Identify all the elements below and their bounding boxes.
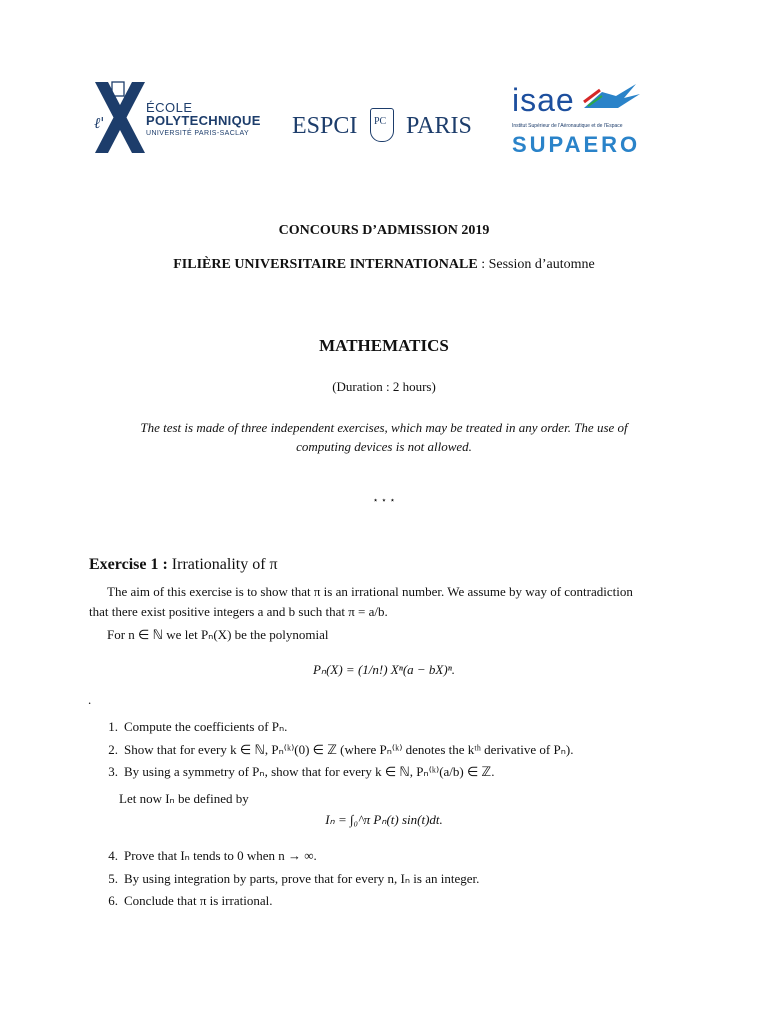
instructions-line1: The test is made of three independent exercises, which may be treated in any order. The use of bbox=[140, 420, 628, 435]
question-1: 1. Compute the coefficients of Pₙ. bbox=[108, 719, 288, 734]
subject-title: MATHEMATICS bbox=[319, 336, 449, 355]
instructions-line2: computing devices is not allowed. bbox=[296, 439, 472, 454]
logo-polytechnique bbox=[90, 80, 260, 155]
integral-formula: Iₙ = ∫₀^π Pₙ(t) sin(t)dt. bbox=[325, 812, 443, 827]
poly-intro: For n ∈ ℕ we let Pₙ(X) be the polynomial bbox=[107, 627, 329, 642]
espci-monogram: PC bbox=[374, 116, 387, 127]
integral-intro: Let now Iₙ be defined by bbox=[119, 791, 249, 806]
espci-right-text: PARIS bbox=[406, 113, 472, 139]
isae-top-text: isae bbox=[512, 82, 575, 118]
question-2: 2. Show that for every k ∈ ℕ, Pₙ⁽ᵏ⁾(0) ∈ ℤ (where Pₙ⁽ᵏ⁾ denotes the kᵗʰ derivative of Pₙ). bbox=[108, 741, 574, 757]
x-logo-line1: ÉCOLE bbox=[146, 100, 193, 115]
logo-espci bbox=[292, 108, 482, 148]
intro-line2: that there exist positive integers a and b such that π = a/b. bbox=[89, 604, 388, 619]
question-4: 4. Prove that Iₙ tends to 0 when n → ∞. bbox=[108, 848, 317, 863]
x-monogram: ℓ' bbox=[94, 114, 105, 132]
question-5: 5. By using integration by parts, prove that for every n, Iₙ is an integer. bbox=[108, 870, 480, 886]
filiere-line bbox=[0, 257, 768, 273]
question-list-2 bbox=[100, 845, 479, 913]
exercise-heading bbox=[89, 556, 278, 574]
exercise-title: Irrationality of π bbox=[167, 556, 278, 573]
logo-isae bbox=[512, 82, 641, 157]
duration: (Duration : 2 hours) bbox=[332, 379, 436, 394]
poly-formula: Pₙ(X) = (1/n!) Xⁿ(a − bX)ⁿ. bbox=[312, 662, 456, 677]
espci-left-text: ESPCI bbox=[292, 113, 358, 139]
intro-line1: The aim of this exercise is to show that π is an irrational number. We assume by way of contradiction bbox=[107, 584, 633, 599]
x-logo-line2: POLYTECHNIQUE bbox=[146, 113, 261, 128]
question-3: 3. By using a symmetry of Pₙ, show that for every k ∈ ℕ, Pₙ⁽ᵏ⁾(a/b) ∈ ℤ. bbox=[108, 764, 495, 779]
x-logo-line3: UNIVERSITÉ PARIS-SACLAY bbox=[146, 130, 250, 137]
separator-stars: ⋆ ⋆ ⋆ bbox=[372, 496, 396, 506]
bird-icon bbox=[582, 82, 642, 116]
exercise-label: Exercise 1 : bbox=[89, 556, 168, 573]
stray-dot: . bbox=[88, 692, 92, 707]
question-list-1 bbox=[100, 716, 573, 784]
isae-subtitle: Institut Supérieur de l'Aéronautique et de l'Espace bbox=[512, 123, 623, 129]
isae-bottom-text: SUPAERO bbox=[512, 132, 641, 157]
espci-shield-icon bbox=[370, 108, 394, 142]
filiere-name: FILIÈRE UNIVERSITAIRE INTERNATIONALE bbox=[173, 257, 478, 272]
question-6: 6. Conclude that π is irrational. bbox=[108, 893, 273, 908]
contest-title: CONCOURS D’ADMISSION 2019 bbox=[278, 223, 490, 238]
session-text: : Session d’automne bbox=[477, 257, 595, 272]
